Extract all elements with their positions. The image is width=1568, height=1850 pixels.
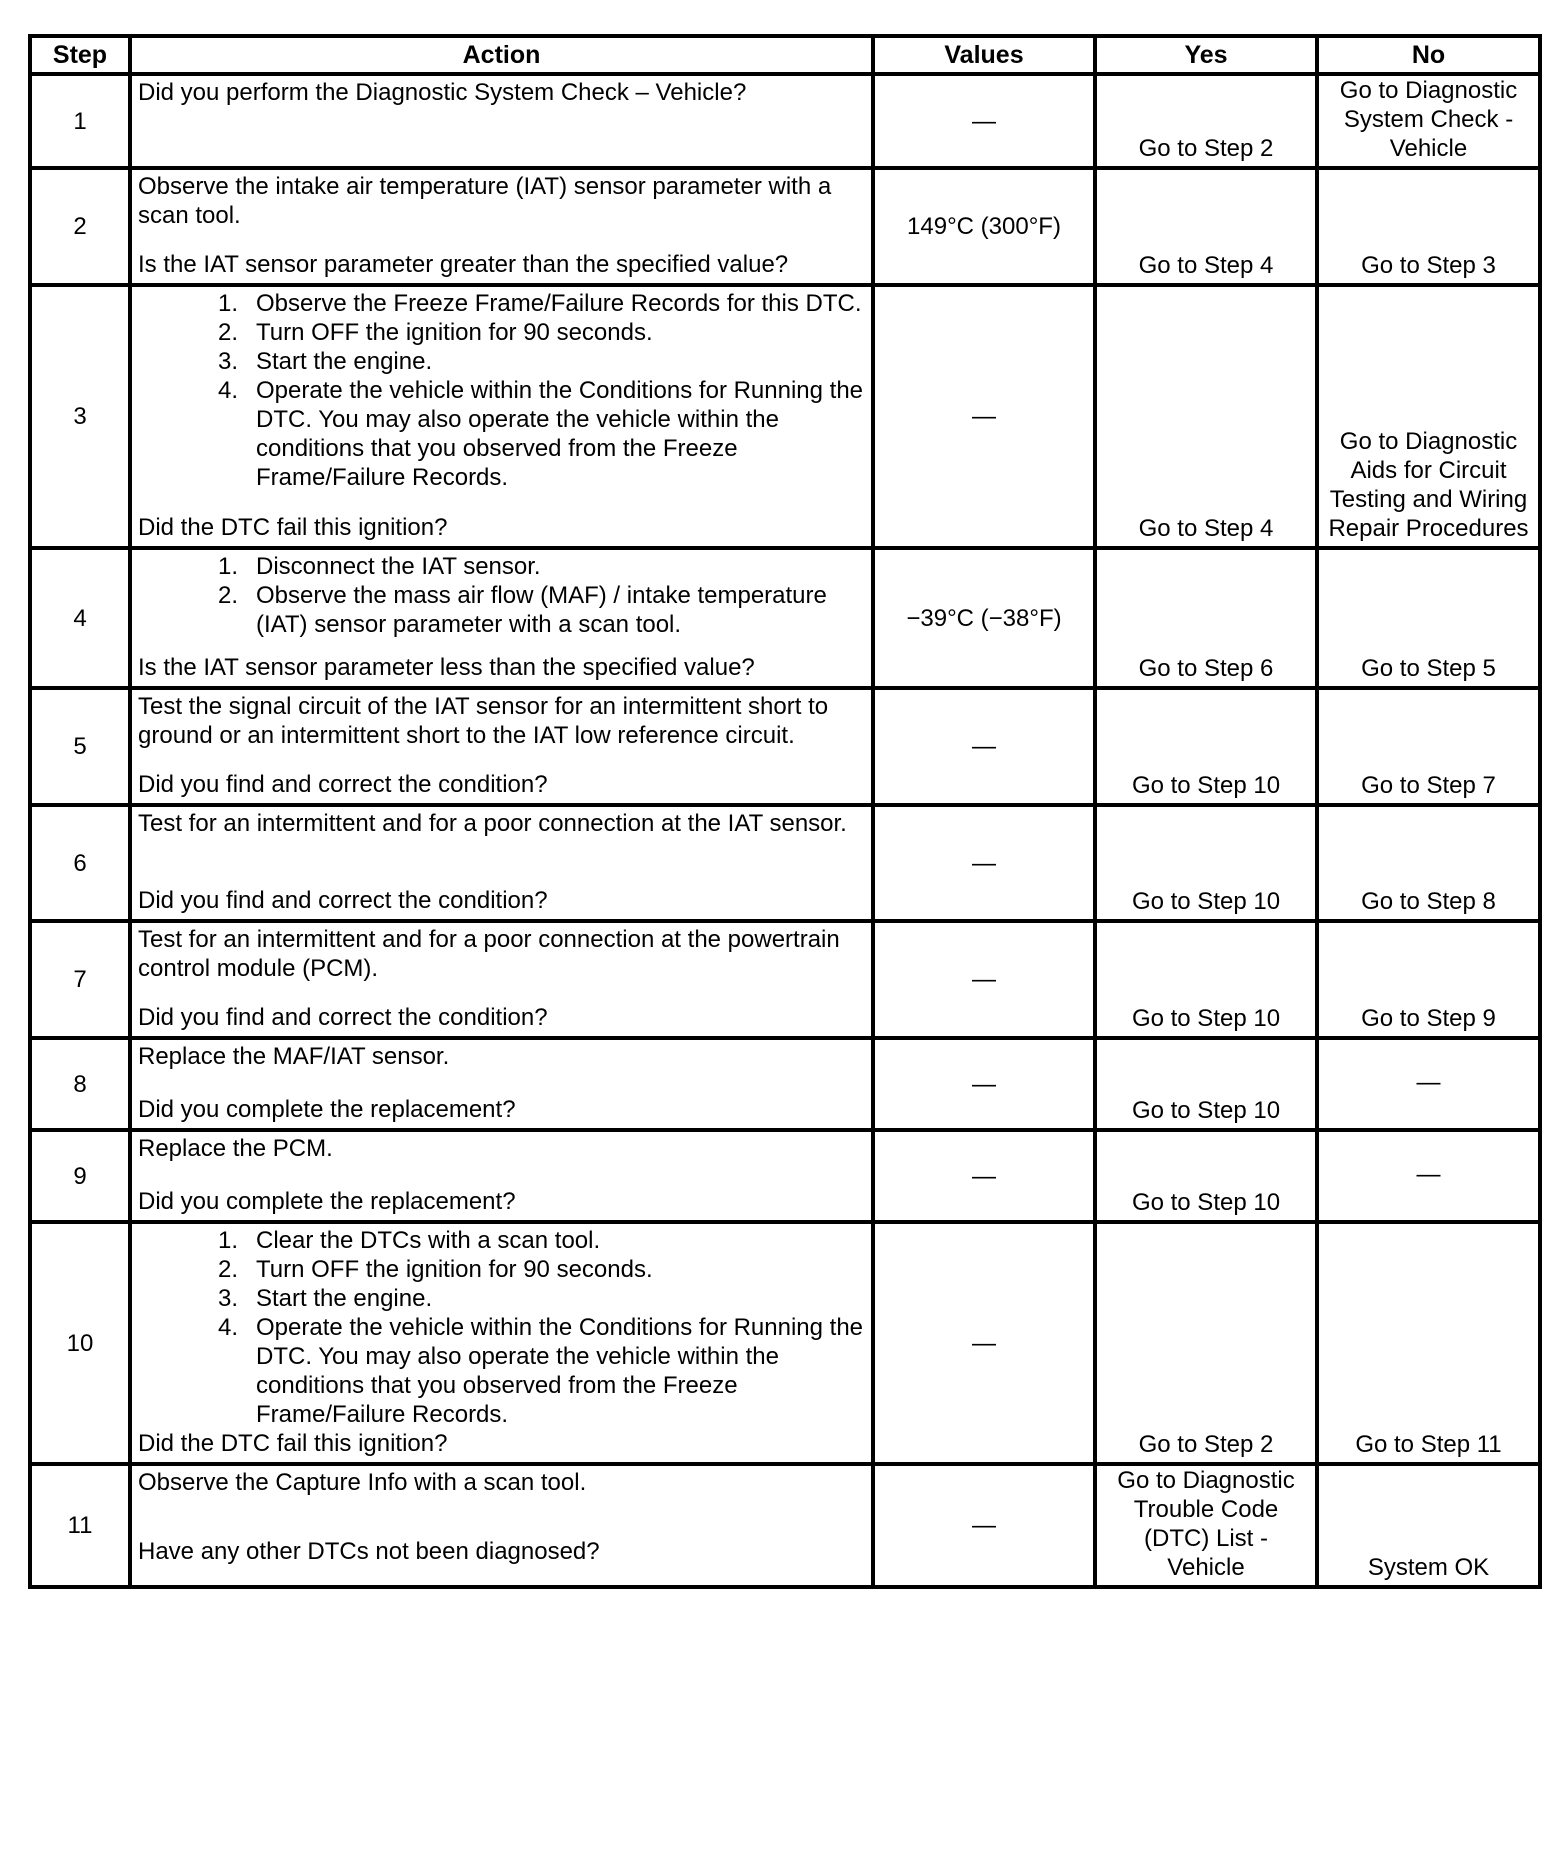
- diagnostic-table: [28, 34, 1542, 1589]
- action-cell: [130, 1130, 873, 1222]
- action-cell: [130, 74, 873, 168]
- action-question: Did you find and correct the condition?: [138, 771, 548, 798]
- table-row: [30, 74, 1540, 168]
- yes-cell: Go to Step 4: [1095, 285, 1317, 548]
- action-question: Is the IAT sensor parameter less than the specified value?: [138, 654, 755, 681]
- procedure-item: 4. Operate the vehicle within the Conditions for Running the DTC. You may also operate the vehicle within the conditions that you observed from the Freeze Frame/Failure Records.: [217, 377, 864, 491]
- procedure-item: 1. Disconnect the IAT sensor.: [217, 553, 541, 580]
- procedure-list: [138, 289, 865, 492]
- table-row: [30, 1130, 1540, 1222]
- values-cell: —: [873, 921, 1095, 1038]
- values-cell: 149°C (300°F): [873, 168, 1095, 285]
- action-cell: [130, 1038, 873, 1130]
- no-cell: —: [1317, 1038, 1540, 1130]
- step-cell: 7: [30, 921, 130, 1038]
- table-row: [30, 285, 1540, 548]
- step-cell: 3: [30, 285, 130, 548]
- action-cell: [130, 168, 873, 285]
- action-question: Did you find and correct the condition?: [138, 1004, 548, 1031]
- procedure-item: 1. Observe the Freeze Frame/Failure Records for this DTC.: [217, 290, 862, 317]
- no-cell: Go to Step 11: [1317, 1222, 1540, 1464]
- action-cell: [130, 1464, 873, 1587]
- values-cell: −39°C (−38°F): [873, 548, 1095, 688]
- values-cell: —: [873, 1130, 1095, 1222]
- table-row: [30, 548, 1540, 688]
- action-cell: [130, 548, 873, 688]
- table-row: [30, 1038, 1540, 1130]
- action-cell: [130, 688, 873, 805]
- procedure-list: [138, 552, 865, 639]
- step-cell: 9: [30, 1130, 130, 1222]
- procedure-item: 2. Observe the mass air flow (MAF) / intake temperature (IAT) sensor parameter with a scan tool.: [217, 582, 827, 638]
- table-row: [30, 168, 1540, 285]
- step-cell: 11: [30, 1464, 130, 1587]
- header-row: [30, 36, 1540, 74]
- yes-cell: Go to Diagnostic Trouble Code (DTC) List - Vehicle: [1095, 1464, 1317, 1587]
- procedure-list: [138, 1226, 865, 1429]
- no-cell: Go to Step 8: [1317, 805, 1540, 921]
- no-cell: Go to Step 3: [1317, 168, 1540, 285]
- yes-cell: Go to Step 10: [1095, 921, 1317, 1038]
- procedure-item: 4. Operate the vehicle within the Conditions for Running the DTC. You may also operate the vehicle within the conditions that you observed from the Freeze Frame/Failure Records.: [217, 1314, 864, 1428]
- no-cell: Go to Diagnostic Aids for Circuit Testing and Wiring Repair Procedures: [1317, 285, 1540, 548]
- step-cell: 10: [30, 1222, 130, 1464]
- action-cell: [130, 805, 873, 921]
- action-question: Have any other DTCs not been diagnosed?: [138, 1538, 600, 1565]
- action-question: Did the DTC fail this ignition?: [138, 1430, 448, 1457]
- action-question: Did you complete the replacement?: [138, 1188, 516, 1215]
- procedure-item: 2. Turn OFF the ignition for 90 seconds.: [217, 1256, 653, 1283]
- action-text: Did you perform the Diagnostic System Check – Vehicle?: [138, 79, 747, 106]
- values-cell: —: [873, 688, 1095, 805]
- yes-cell: Go to Step 10: [1095, 1130, 1317, 1222]
- action-cell: [130, 921, 873, 1038]
- step-cell: 5: [30, 688, 130, 805]
- action-cell: [130, 1222, 873, 1464]
- header-action: Action: [130, 36, 873, 74]
- no-cell: —: [1317, 1130, 1540, 1222]
- action-question: Did you find and correct the condition?: [138, 887, 548, 914]
- action-cell: [130, 285, 873, 548]
- step-cell: 2: [30, 168, 130, 285]
- values-cell: —: [873, 805, 1095, 921]
- values-cell: —: [873, 1464, 1095, 1587]
- procedure-item: 3. Start the engine.: [217, 1285, 433, 1312]
- no-cell: Go to Step 9: [1317, 921, 1540, 1038]
- values-cell: —: [873, 285, 1095, 548]
- no-cell: Go to Diagnostic System Check - Vehicle: [1317, 74, 1540, 168]
- action-question: Is the IAT sensor parameter greater than the specified value?: [138, 251, 789, 278]
- action-text: Test for an intermittent and for a poor connection at the IAT sensor.: [138, 810, 847, 837]
- header-values: Values: [873, 36, 1095, 74]
- no-cell: System OK: [1317, 1464, 1540, 1587]
- table-row: [30, 688, 1540, 805]
- yes-cell: Go to Step 10: [1095, 1038, 1317, 1130]
- table-row: [30, 921, 1540, 1038]
- action-text: Replace the MAF/IAT sensor.: [138, 1043, 450, 1070]
- header-no: No: [1317, 36, 1540, 74]
- yes-cell: Go to Step 6: [1095, 548, 1317, 688]
- header-yes: Yes: [1095, 36, 1317, 74]
- procedure-item: 2. Turn OFF the ignition for 90 seconds.: [217, 319, 653, 346]
- action-question: Did the DTC fail this ignition?: [138, 514, 448, 541]
- values-cell: —: [873, 1222, 1095, 1464]
- table-row: [30, 1222, 1540, 1464]
- yes-cell: Go to Step 10: [1095, 688, 1317, 805]
- header-step: Step: [30, 36, 130, 74]
- values-cell: —: [873, 74, 1095, 168]
- yes-cell: Go to Step 4: [1095, 168, 1317, 285]
- action-text: Observe the intake air temperature (IAT) sensor parameter with a scan tool.: [138, 173, 832, 229]
- procedure-item: 3. Start the engine.: [217, 348, 433, 375]
- action-text: Replace the PCM.: [138, 1135, 333, 1162]
- values-cell: —: [873, 1038, 1095, 1130]
- action-text: Observe the Capture Info with a scan tool.: [138, 1469, 587, 1496]
- action-text: Test for an intermittent and for a poor connection at the powertrain control module (PCM).: [138, 926, 840, 982]
- no-cell: Go to Step 5: [1317, 548, 1540, 688]
- table-row: [30, 1464, 1540, 1587]
- table-row: [30, 805, 1540, 921]
- yes-cell: Go to Step 10: [1095, 805, 1317, 921]
- step-cell: 8: [30, 1038, 130, 1130]
- no-cell: Go to Step 7: [1317, 688, 1540, 805]
- action-question: Did you complete the replacement?: [138, 1096, 516, 1123]
- step-cell: 4: [30, 548, 130, 688]
- step-cell: 1: [30, 74, 130, 168]
- procedure-item: 1. Clear the DTCs with a scan tool.: [217, 1227, 601, 1254]
- yes-cell: Go to Step 2: [1095, 1222, 1317, 1464]
- yes-cell: Go to Step 2: [1095, 74, 1317, 168]
- step-cell: 6: [30, 805, 130, 921]
- action-text: Test the signal circuit of the IAT sensor for an intermittent short to ground or an intermittent short to the IAT low reference circuit.: [138, 693, 829, 749]
